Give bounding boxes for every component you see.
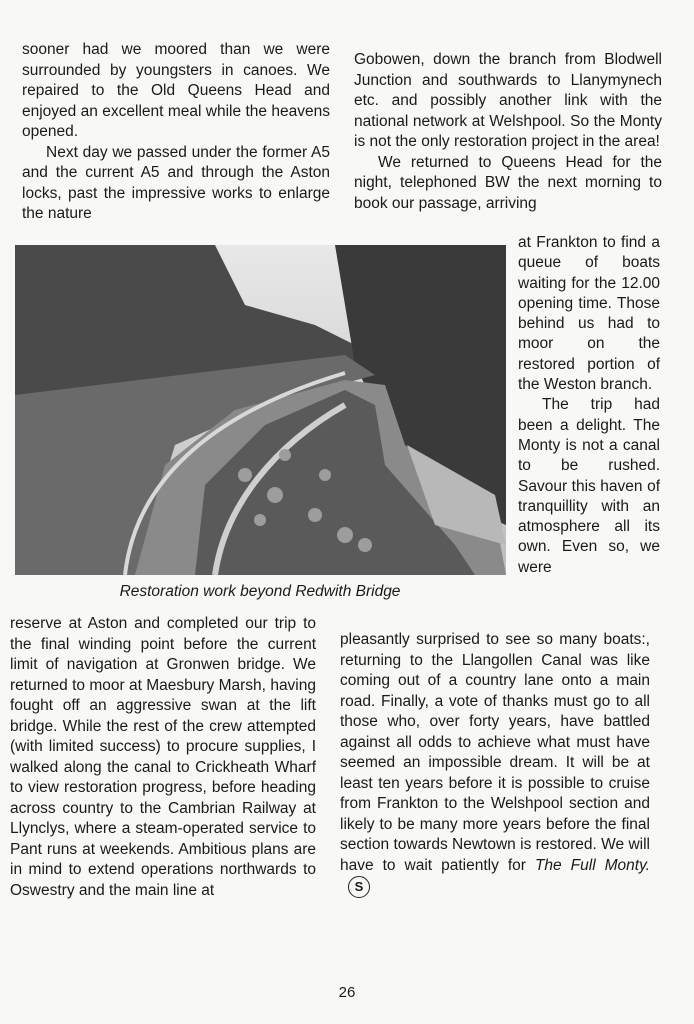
paragraph: The trip had been a delight. The Monty is not a canal to be rushed. Savour this haven of tranquillity with an atmosphere all its own. Even so, we were [518, 396, 660, 576]
photo-caption: Restoration work beyond Redwith Bridge [119, 583, 401, 600]
photo-illustration [15, 245, 506, 575]
paragraph: We returned to Queens Head for the night, telephoned BW the next morning to book our passage, arriving [354, 153, 662, 212]
canal-restoration-photo [15, 245, 506, 575]
left-column-bottom [10, 614, 316, 901]
paragraph [340, 630, 650, 898]
paragraph: at Frankton to find a queue of boats waiting for the 12.00 opening time. Those behind us had to moor on the restored portion of the Weston branch. [518, 234, 660, 394]
paragraph: Gobowen, down the branch from Blodwell Junction and southwards to Llanymynech etc. and possibly another link with the national network at Welshpool. So the Monty is not the only restoration project in the area! [354, 51, 662, 150]
page-number: 26 [338, 984, 356, 1001]
closing-title: The Full Monty. [534, 856, 651, 874]
paragraph: sooner had we moored than we were surrounded by youngsters in canoes. We repaired to the Old Queens Head and enjoyed an excellent meal while the heavens opened. [22, 41, 330, 140]
paragraph: Next day we passed under the former A5 and the current A5 and through the Aston locks, past the impressive works to enlarge the nature [22, 143, 330, 222]
right-column-bottom [340, 630, 650, 898]
right-column-top [354, 50, 662, 214]
society-logo-icon: S [348, 876, 370, 898]
paragraph-text: pleasantly surprised to see so many boats:, returning to the Llangollen Canal was like coming out of a country lane onto a main road. Finally, a vote of thanks must go to all those who, over forty years, have battled against all odds to achieve what must have seemed an impossible dream. It will be at least ten years before it is possible to cruise from Frankton to the Welshpool section and likely to be many more years before the final section towards Newtown is restored. We will have to wait patiently for [340, 631, 650, 874]
right-column-narrow [518, 233, 660, 578]
left-column-top [22, 40, 330, 225]
paragraph: reserve at Aston and completed our trip to the final winding point before the current limit of navigation at Gronwen bridge. We returned to moor at Maesbury Marsh, having fought off an aggressive swan at the lift bridge. While the rest of the crew attempted (with limited success) to procure supplies, I walked along the canal to Crickheath Wharf to view restoration progress, before heading across country to the Cambrian Railway at Llynclys, where a steam-operated service to Pant runs at weekends. Ambitious plans are in mind to extend operations northwards to Oswestry and the main line at [10, 615, 316, 899]
